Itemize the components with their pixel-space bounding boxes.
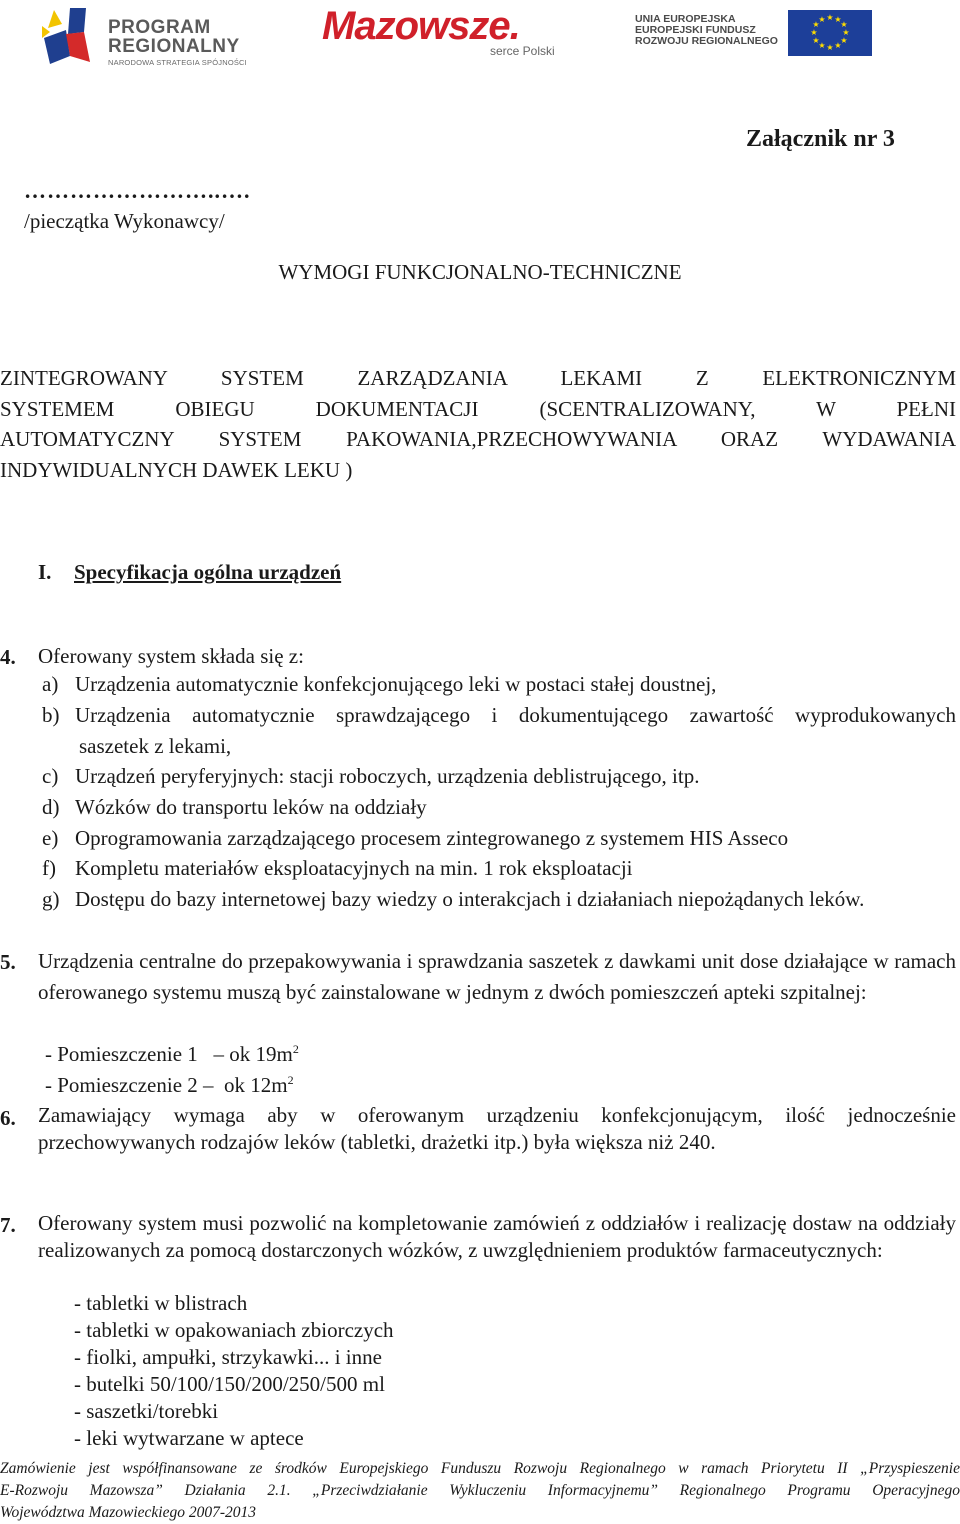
section-title: Specyfikacja ogólna urządzeń [74,560,342,584]
attachment-number: Załącznik nr 3 [746,126,895,152]
list-item [0,731,960,762]
list-item: - saszetki/torebki [74,1399,219,1423]
svg-text:★: ★ [840,36,848,45]
list-item: - leki wytwarzane w aptece [74,1426,304,1450]
svg-text:★: ★ [834,15,842,24]
mazowsze-logo [322,6,582,62]
footer-line-3: Województwa Mazowieckiego 2007-2013 [0,1504,257,1521]
item-text: Kompletu materiałów eksploatacyjnych na min. 1 rok eksploatacji [75,856,633,880]
stamp-dots: ……………………..…. [24,178,251,203]
svg-text:★: ★ [818,41,826,50]
subject-line-1: ZINTEGROWANY SYSTEM ZARZĄDZANIA LEKAMI Z ELEKTRONICZNYM [0,366,956,390]
list-item: - tabletki w blistrach [74,1291,248,1315]
list-item [0,823,960,854]
eu-line1: UNIA EUROPEJSKA [635,13,736,25]
list-item [0,792,960,823]
list-item [0,761,960,792]
svg-text:★: ★ [826,13,834,22]
list-item: - butelki 50/100/150/200/250/500 ml [74,1372,385,1396]
footer-line-1: Zamówienie jest współfinansowane ze środków Europejskiego Funduszu Rozwoju Regionalnego w ramach Priorytetu II „Przyspieszenie [0,1460,960,1477]
subject-line-3: AUTOMATYCZNY SYSTEM PAKOWANIA,PRZECHOWYWANIA ORAZ WYDAWANIA [0,427,956,451]
footer [0,1458,960,1524]
point-7-number: 7. [0,1213,16,1237]
point-4-number: 4. [0,645,16,669]
item-text-continuation: saszetek z lekami, [79,734,232,758]
item-text: Urządzenia automatycznie sprawdzającego i dokumentującego zawartość wyprodukowanych [75,703,956,727]
item-text: Wózków do transportu leków na oddziały [75,795,427,819]
room-2-sup: 2 [287,1073,294,1087]
eu-line2: EUROPEJSKI FUNDUSZ [635,24,756,37]
eu-flag-icon [788,10,872,56]
svg-text:★: ★ [842,28,850,37]
subject-line-2: SYSTEMEM OBIEGU DOKUMENTACJI (SCENTRALIZOWANY, W PEŁNI [0,396,956,421]
strategia-line: NARODOWA STRATEGIA SPÓJNOŚCI [108,58,247,67]
mazowsze-subtitle: serce Polski [490,44,555,58]
list-item [0,700,960,731]
document-title: WYMOGI FUNKCJONALNO-TECHNICZNE [278,260,682,284]
room-1-text: - Pomieszczenie 1 – ok 19m [45,1042,293,1066]
item-letter: e) [42,826,59,850]
svg-text:★: ★ [818,15,826,24]
eu-text [635,14,778,47]
list-item: - fiolki, ampułki, strzykawki... i inne [74,1345,382,1369]
svg-text:★: ★ [812,36,820,45]
mazowsze-wordmark: Mazowsze. [322,4,520,48]
item-letter: a) [42,672,59,696]
program-regionalny-logo [40,4,285,66]
eu-line3: ROZWOJU REGIONALNEGO [635,35,778,48]
point-4-intro: Oferowany system składa się z: [38,644,304,668]
item-letter: f) [42,856,56,880]
item-text: Dostępu do bazy internetowej bazy wiedzy o interakcjach i działaniach niepożądanych leków. [75,887,865,911]
point-5-number: 5. [0,950,16,974]
item-letter: g) [42,887,60,911]
room-2-line [45,1070,294,1101]
contractor-stamp-label: /pieczątka Wykonawcy/ [24,209,225,233]
svg-text:★: ★ [812,20,820,29]
item-text: Oprogramowania zarządzającego procesem zintegrowanego z systemem HIS Asseco [75,826,789,850]
item-text: Urządzenia automatycznie konfekcjonującego leki w postaci stałej doustnej, [75,672,717,696]
room-2-text: - Pomieszczenie 2 – ok 12m [45,1073,288,1097]
svg-text:★: ★ [834,41,842,50]
svg-text:★: ★ [810,28,818,37]
list-item: - tabletki w opakowaniach zbiorczych [74,1318,394,1342]
subject-line-4: INDYWIDUALNYCH DAWEK LEKU ) [0,457,353,482]
program-regionalny-emblem-icon [40,4,104,66]
list-item [0,669,960,700]
section-number: I. [38,560,52,584]
item-letter: c) [42,764,59,788]
item-letter: d) [42,795,60,819]
point-7-text: Oferowany system musi pozwolić na kompletowanie zamówień z oddziałów i realizację dostaw na oddziały realizowanych za pomocą dostarczonych wózków, z uwzględnieniem produktów farmaceutycznych: [38,1211,956,1262]
svg-text:★: ★ [840,20,848,29]
room-1-line [45,1039,299,1070]
program-regionalny-text [108,18,247,67]
item-text: Urządzeń peryferyjnych: stacji roboczych, urządzenia deblistrującego, itp. [75,764,700,788]
eu-fund-logo [635,10,875,56]
program-line: PROGRAM [108,17,211,38]
item-letter: b) [42,703,60,727]
list-item [0,884,960,915]
room-1-sup: 2 [292,1042,299,1056]
list-item [0,853,960,884]
svg-text:★: ★ [826,43,834,52]
subject-block [0,363,956,485]
point-5-text: Urządzenia centralne do przepakowywania i sprawdzania saszetek z dawkami unit dose działające w ramach oferowanego systemu muszą być zainstalowane w jednym z dwóch pomieszczeń apteki szpitalnej: [38,949,956,1004]
footer-line-2: E-Rozwoju Mazowsza” Działania 2.1. „Przeciwdziałanie Wykluczeniu Informacyjnemu” Regionalnego Programu Operacyjnego [0,1482,960,1499]
point-6-number: 6. [0,1106,16,1130]
point-6-text: Zamawiający wymaga aby w oferowanym urządzeniu konfekcjonującym, ilość jednocześnie przechowywanych rodzajów leków (tabletki, drażetki itp.) była większa niż 240. [38,1103,956,1154]
regionalny-line: REGIONALNY [108,36,240,57]
